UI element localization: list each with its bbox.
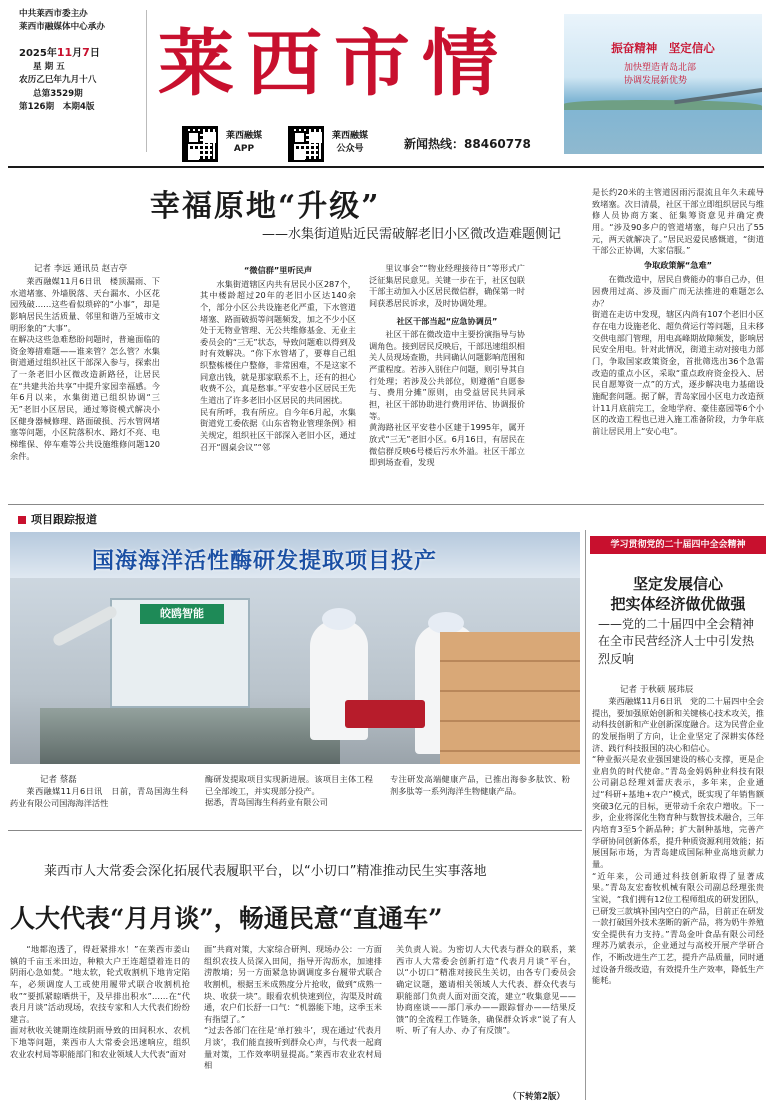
story1-title: 幸福原地“升级” (150, 189, 381, 224)
masthead-rule (8, 166, 764, 168)
story3-title: 人大代表“月月谈”，畅通民意“直通车” (10, 904, 443, 933)
story1-col1-text: 莱西融媒11月6日讯 楼顶漏雨、下水道堵塞、外墙脱落、天台漏水、小区花园残破……这些看似琐碎的“小事”，却是影响居民生活质量、邻里和谐乃至城市文明形象的“大事”。 在解决这些急难愁盼问题时，普遍面临的资金筹措难题——谁来管？怎么管？水集街道通过组织社区干部深入参与，探索出了一条老旧小区微改造新路径，让居民在“共建共治共享”中提升家园幸福感。今年6月以来，水集街道已组织协调“三无”老旧小区居民，通过筹资模式解决小区健身器械修理、路面破损、污水管网堵塞等问题，小区院落积水、路灯不亮、电梯维保、停车难等公共设施维修问题120余件。 (10, 276, 160, 461)
story3-col1-text: “地都泡透了，得赶紧排水！”在莱西市姜山镇的千亩玉米田边，种粮大户王连超望着连日的阴雨心急如焚。“地太软，轮式收割机下地肯定陷车，必须调度人工或使用履带式联合收割机抢收”“要抓紧晾晒烘干，及早排出积水”……在“代表月月谈”活动现场，农技专家和人大代表们纷纷建言。 面对秋收关键期连续阴雨导致的田间积水、农机下地等问题，莱西市人大常委会迅速响应，组织农业农村局等职能部门和农业领域人大代表“面对 (10, 944, 190, 1059)
story4-title-2: 把实体经济做优做强 (610, 595, 746, 613)
promo-horizon (564, 100, 762, 110)
story1-rule (8, 504, 764, 505)
promo-line-2: 加快塑造青岛北部 (624, 63, 697, 73)
story1-sub1: “微信群”里听民声 (243, 265, 313, 275)
story1-col3-text: 里议事会”“物业经理接待日”等形式广泛征集居民意见。关键一步在于，社区包联干部主动加入小区居民微信群，确保第一时间获悉居民诉求，及时协调处理。 (369, 263, 525, 308)
story1-col4b-text: 在微改造中，居民自费能办的事自己办，但因费用过高、涉及面广而无法推进的难题怎么办？ 街道在走访中发现，辖区内尚有107个老旧小区存在电力设施老化、超负荷运行等问题，且未移交供电部门管理，用电高峰期故障频发，影响居民安全用电。针对此情况，街道主动对接电力部门，争取国家政策资金，首批筛选出36个急需改造的重点小区，采取“重点政府资金投入、居民自愿筹资一点”的方式，逐步解决电力基础设施配套问题。据了解，青岛家园小区电力改造预计11月底前完工，金地学府、豪佳嘉园等6个小区的改造工程也已进入施工准备阶段，力争年底前让居民用上“安心电”。 (592, 274, 764, 436)
story3-col2 (204, 944, 382, 1102)
story2-col3-text: 专注研发高端健康产品，已推出海参多肽饮、粉剂多肽等一系列海洋生物健康产品。 (390, 774, 570, 796)
factory-photo[interactable] (10, 532, 580, 764)
app-qr-block (182, 126, 292, 162)
robot-arm (51, 604, 118, 647)
weekday: 星 期 五 (33, 62, 65, 73)
story2-col3 (390, 774, 570, 822)
story1-sub2: 社区干部当起“应急协调员” (396, 315, 498, 326)
machine-logo: 皎鸥智能 (140, 604, 224, 624)
masthead-info (19, 8, 161, 114)
story2-col1-text: 莱西融媒11月6日讯 日前，青岛国海生科药业有限公司国海海洋活性 (10, 786, 188, 808)
total-issue: 总第3529期 (33, 88, 83, 99)
wechat-label: 莱西融媒 (332, 131, 369, 141)
photo-headline: 国海海洋活性酶研发提取项目投产 (92, 548, 438, 574)
story3-col1 (10, 944, 190, 1102)
app-label: 莱西融媒 (226, 131, 263, 141)
story1-col1 (10, 276, 160, 498)
story3-col2-text: 面”共商对策，大家综合研判、现场办公：一方面组织农技人员深入田间，指导开沟沥水，加速排涝散墒；另一方面紧急协调调度多台履带式联合收割机，根据玉米成熟度分片抢收，做到“成熟一块、收获一块”。眼看农机快速到位，沟渠及时疏通，农户们长舒一口气：“机器能下地，这季玉米有指望了。” “过去各部门在往是‘单打独斗’，现在通过‘代表月月谈’，我们能直接听到群众心声，与代表一起商量对策，工作效率明显提高。”莱西市农业农村局相 (204, 944, 382, 1071)
worker-1-cap (322, 608, 356, 630)
story2-byline: 记者 蔡磊 (40, 775, 77, 785)
promo-line-1: 振奋精神 坚定信心 (611, 41, 715, 55)
story1-byline: 记者 李远 通讯员 赵吉亭 (34, 264, 128, 274)
story1-col4 (592, 187, 764, 498)
wechat-qr-icon[interactable] (288, 126, 324, 162)
app-sub-label: APP (233, 143, 255, 154)
story2-rule (8, 830, 582, 831)
story4-title-1: 坚定发展信心 (632, 575, 723, 593)
newspaper-title: 莱西市情 (158, 21, 510, 106)
story3-kicker: 莱西市人大常委会深化拓展代表履职平台，以“小切口”精准推动民生实事落地 (44, 864, 487, 879)
section-marker-icon (18, 516, 26, 524)
story1-subtitle: ——水集街道贴近民需破解老旧小区微改造难题侧记 (262, 227, 562, 242)
promo-banner[interactable] (564, 14, 762, 154)
story4-byline: 记者 于秋硕 展玮辰 (620, 685, 694, 695)
story4-body (592, 696, 764, 1102)
wechat-sub-label: 公众号 (336, 143, 364, 154)
story1-col2-text: 水集街道辖区内共有居民小区287个，其中楼龄超过20年的老旧小区达140余个，部分小区公共设施老化严重，下水管道堵塞、路面破损等问题频发，加之不少小区处于无物业管理、无公共维修基金、无业主委员会的“三无”状态，导致问题难以得到及时有效解决。“你下水管堵了，要尊自己组织整栋楼住户整修，非常困难，不是这家不同意出钱，就是那家联系不上，还有的担心收费不公，真是愁事。”平安巷小区居民王先生道出了许多老旧小区居民的共同困扰。 民有所呼，我有所应。自今年6月起，水集街道党工委依据《山东省物业管理条例》相关规定，组织社区干部深入老旧小区，通过召开“圆桌会议”“邻 (200, 278, 356, 452)
story3-col3 (396, 944, 576, 1094)
continued-note[interactable]: （下转第2版） (508, 1092, 565, 1102)
story4-subtitle: ——党的二十届四中全会精神在全市民营经济人士中引发热烈反响 (598, 617, 755, 666)
section-label: 项目跟踪报道 (18, 512, 97, 528)
hotline: 新闻热线：88460778 (404, 137, 531, 151)
lunar-date: 农历乙巳年九月十八 (19, 75, 97, 86)
issue-number: 第126期 本期4版 (19, 102, 95, 113)
conveyor (40, 708, 340, 764)
story1-col2 (200, 263, 356, 498)
story1-col3 (369, 263, 525, 498)
product-boxes (440, 632, 580, 764)
story2-col2-text: 酶研发提取项目实现新进展。该项目主体工程已全部竣工，并实现部分投产。 据悉，青岛国海生科药业有限公司 (205, 774, 373, 808)
app-qr-icon[interactable] (182, 126, 218, 162)
story1-col3b-text: 社区干部在微改造中主要扮演指导与协调角色。接到居民反映后，干部迅速组织相关人员现场查勘，共同确认问题影响范围和严重程度。若涉入别住户问题，则引导其自行处理；若涉及公共部位，则遵循“自愿参与、费用分摊”原则，由受益居民共同承担，社区干部协助进行费用评估、协调报价等。 黄海路社区平安巷小区建于1995年，属开放式“三无”老旧小区。6月16日，有居民在微信群反映6号楼后污水外溢。社区干部立即到场查看，发现 (369, 329, 525, 468)
theme-section-banner: 学习贯彻党的二十届四中全会精神 (590, 536, 766, 554)
story2-col1 (10, 786, 188, 822)
wechat-qr-block (288, 126, 398, 162)
organizer-line: 中共莱西市委主办 (19, 9, 88, 19)
story4-body-text: 莱西融媒11月6日讯 党的二十届四中全会提出，要加强原始创新和关键核心技术攻关，推动科技创新和产业创新深度融合。这为民营企业的发展指明了方向，让企业坚定了深耕实体经济、践行科技报国的决心和信心。 “种业振兴是农业强国建设的核心支撑，更是企业肩负的时代使命。”青岛金妈妈种业科技有限公司副总经理刘蕾庆表示，多年来，企业通过“科研+基地+农户”模式，既实现了年销售额突破3亿元的目标，更带动千余农户增收。下一步，企业将深化生物育种与数智技术融合，三年内培育3至5个新品种；扩大制种基地，完善产学研协同创新体系，提升种质资源利用效能；拓展国际市场，为青岛建成国际种业高地贡献力量。 “近年来，公司通过科技创新取得了显著成果。”青岛友宏畜牧机械有限公司副总经理张贵宝说，“我们拥有12位工程师组成的研发团队，已研发三款填补国内空白的产品，目前正在研发一款打破国外技术垄断的新产品，将为奶牛养殖安全提供有力支持。”青岛金叶食品有限公司经理苏乃斌表示，企业通过与高校开展产学研合作，不断改进生产工艺，提升产品质量，同时通过设备升级改造，有效提升生产效率，降低生产能耗。 (592, 696, 764, 986)
column-divider (585, 530, 586, 1100)
worker-2-cap (428, 612, 464, 634)
publisher-line: 莱西市融媒体中心承办 (19, 22, 105, 33)
story1-col4-text: 是长约20米的主管道因雨污混流且年久未疏导致堵塞。次日清晨，社区干部立即组织居民与维修人员协商方案、征集筹资意见并确定费用。“涉及90多户的管道堵塞，每户只出了55元，两天就解决了。”居民迟爱民感慨道，“街道干部公正协调，大家信服。” (592, 187, 764, 256)
masthead-divider (146, 10, 147, 152)
red-product-box (345, 700, 425, 728)
story3-col3-text: 关负责人说。为密切人大代表与群众的联系，莱西市人大常委会创新打造“代表月月谈”平台，以“小切口”精准对接民生关切，由各专门委员会确定议题，邀请相关领域人大代表、群众代表与职能部门负责人面对面交流，建立“收集意见——协商座谈——部门承办——跟踪督办——结果反馈”的全流程工作链条，确保群众诉求“说了有人听、听了有人办、办了有反馈”。 (396, 944, 576, 1036)
issue-date: 2025年11月7日 (19, 45, 100, 59)
promo-line-3: 协调发展新优势 (624, 76, 688, 86)
story2-col2 (205, 774, 373, 822)
story1-sub3: 争取政策解“急难” (643, 259, 713, 270)
